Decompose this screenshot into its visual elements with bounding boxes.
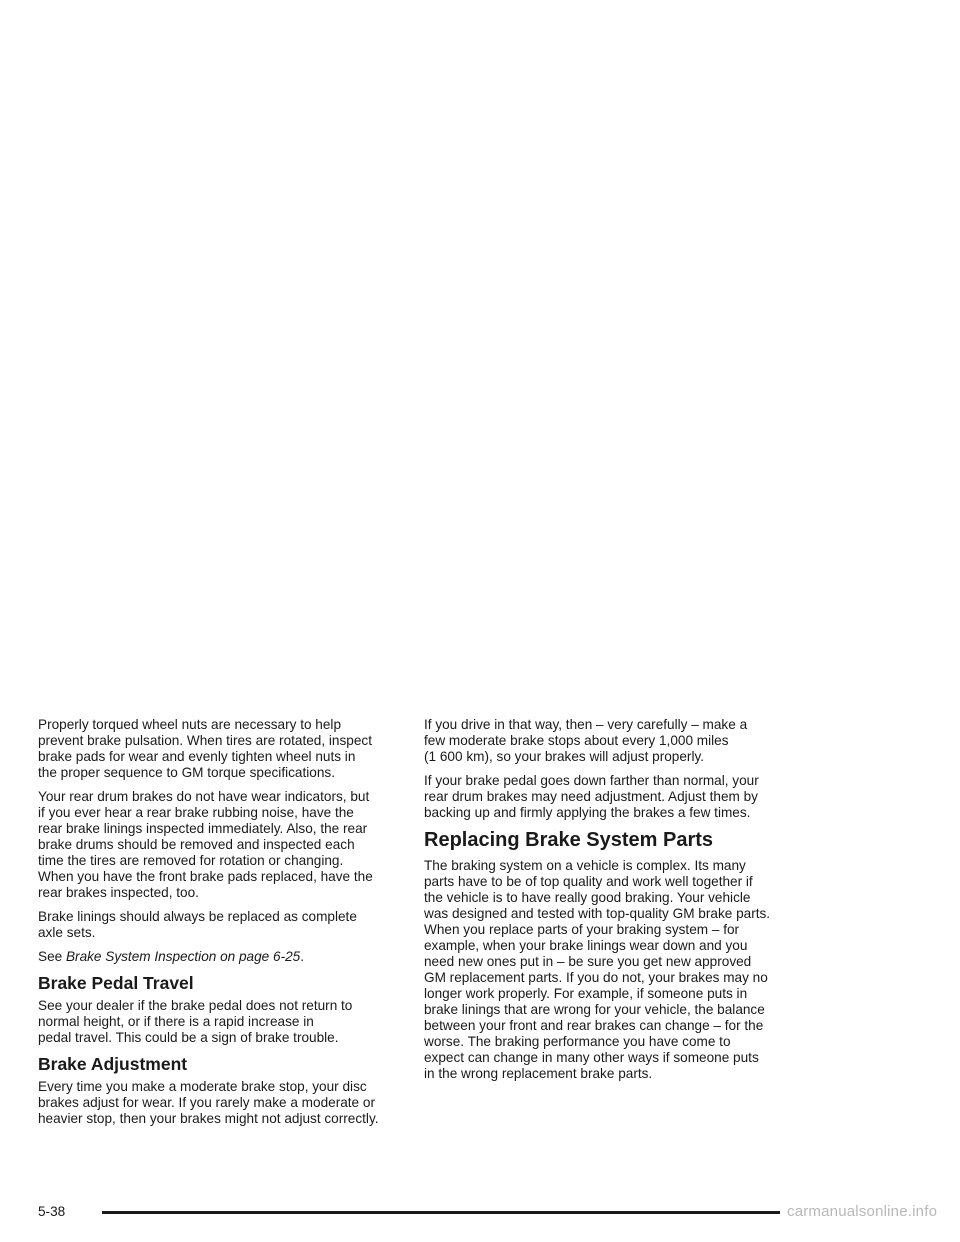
heading-replacing-brake-parts: Replacing Brake System Parts — [424, 829, 714, 851]
heading-brake-pedal-travel: Brake Pedal Travel — [38, 973, 194, 993]
see-reference — [38, 949, 394, 965]
paragraph-wheel-nuts: Properly torqued wheel nuts are necessary to help prevent brake pulsation. When tires are rotated, inspect brake pads for wear and evenly tighten wheel nuts in the proper sequence to GM torque specifications. — [38, 717, 372, 780]
paragraph-brake-adjustment: Every time you make a moderate brake stop, your disc brakes adjust for wear. If you rarely make a moderate or heavier stop, then your brakes might not adjust correctly. — [38, 1079, 379, 1126]
page-number: 5-38 — [38, 1204, 66, 1219]
paragraph-brake-pedal-travel: See your dealer if the brake pedal does not return to normal height, or if there is a rapid increase in pedal travel. This could be a sign of brake trouble. — [38, 998, 353, 1045]
paragraph-replacing-brake-parts: The braking system on a vehicle is complex. Its many parts have to be of top quality and work well together if the vehicle is to have really good braking. Your vehicle was designed and tested with top-quality GM brake parts. When you replace parts of your braking system – for example, when your brake linings wear down and you need new ones put in – be sure you get new approved GM replacement parts. If you do not, your brakes may no longer work properly. For example, if someone puts in brake linings that are wrong for your vehicle, the balance between your front and rear brakes can change – for the worse. The braking performance you have come to expect can change in many other ways if someone puts in the wrong replacement brake parts. — [424, 858, 771, 1081]
paragraph-brake-linings: Brake linings should always be replaced as complete axle sets. — [38, 909, 357, 940]
see-prefix: See — [38, 949, 66, 964]
left-column — [38, 717, 394, 1135]
right-column — [424, 717, 780, 1090]
paragraph-moderate-stops: If you drive in that way, then – very carefully – make a few moderate brake stops about every 1,000 miles (1 600 km), so your brakes will adjust properly. — [424, 717, 748, 764]
see-reference-link[interactable]: Brake System Inspection on page 6-25 — [65, 949, 301, 964]
footer-rule — [102, 1211, 780, 1214]
paragraph-pedal-adjustment: If your brake pedal goes down farther than normal, your rear drum brakes may need adjustment. Adjust them by backing up and firmly applying the brakes a few times. — [424, 773, 759, 820]
see-suffix: . — [300, 949, 305, 964]
watermark: carmanualsonline.info — [787, 1203, 938, 1220]
heading-brake-adjustment: Brake Adjustment — [38, 1054, 188, 1074]
paragraph-rear-drum-brakes: Your rear drum brakes do not have wear indicators, but if you ever hear a rear brake rubbing noise, have the rear brake linings inspected immediately. Also, the rear brake drums should be removed and inspected each time the tires are removed for rotation or changing. When you have the front brake pads replaced, have the rear brakes inspected, too. — [38, 789, 373, 900]
